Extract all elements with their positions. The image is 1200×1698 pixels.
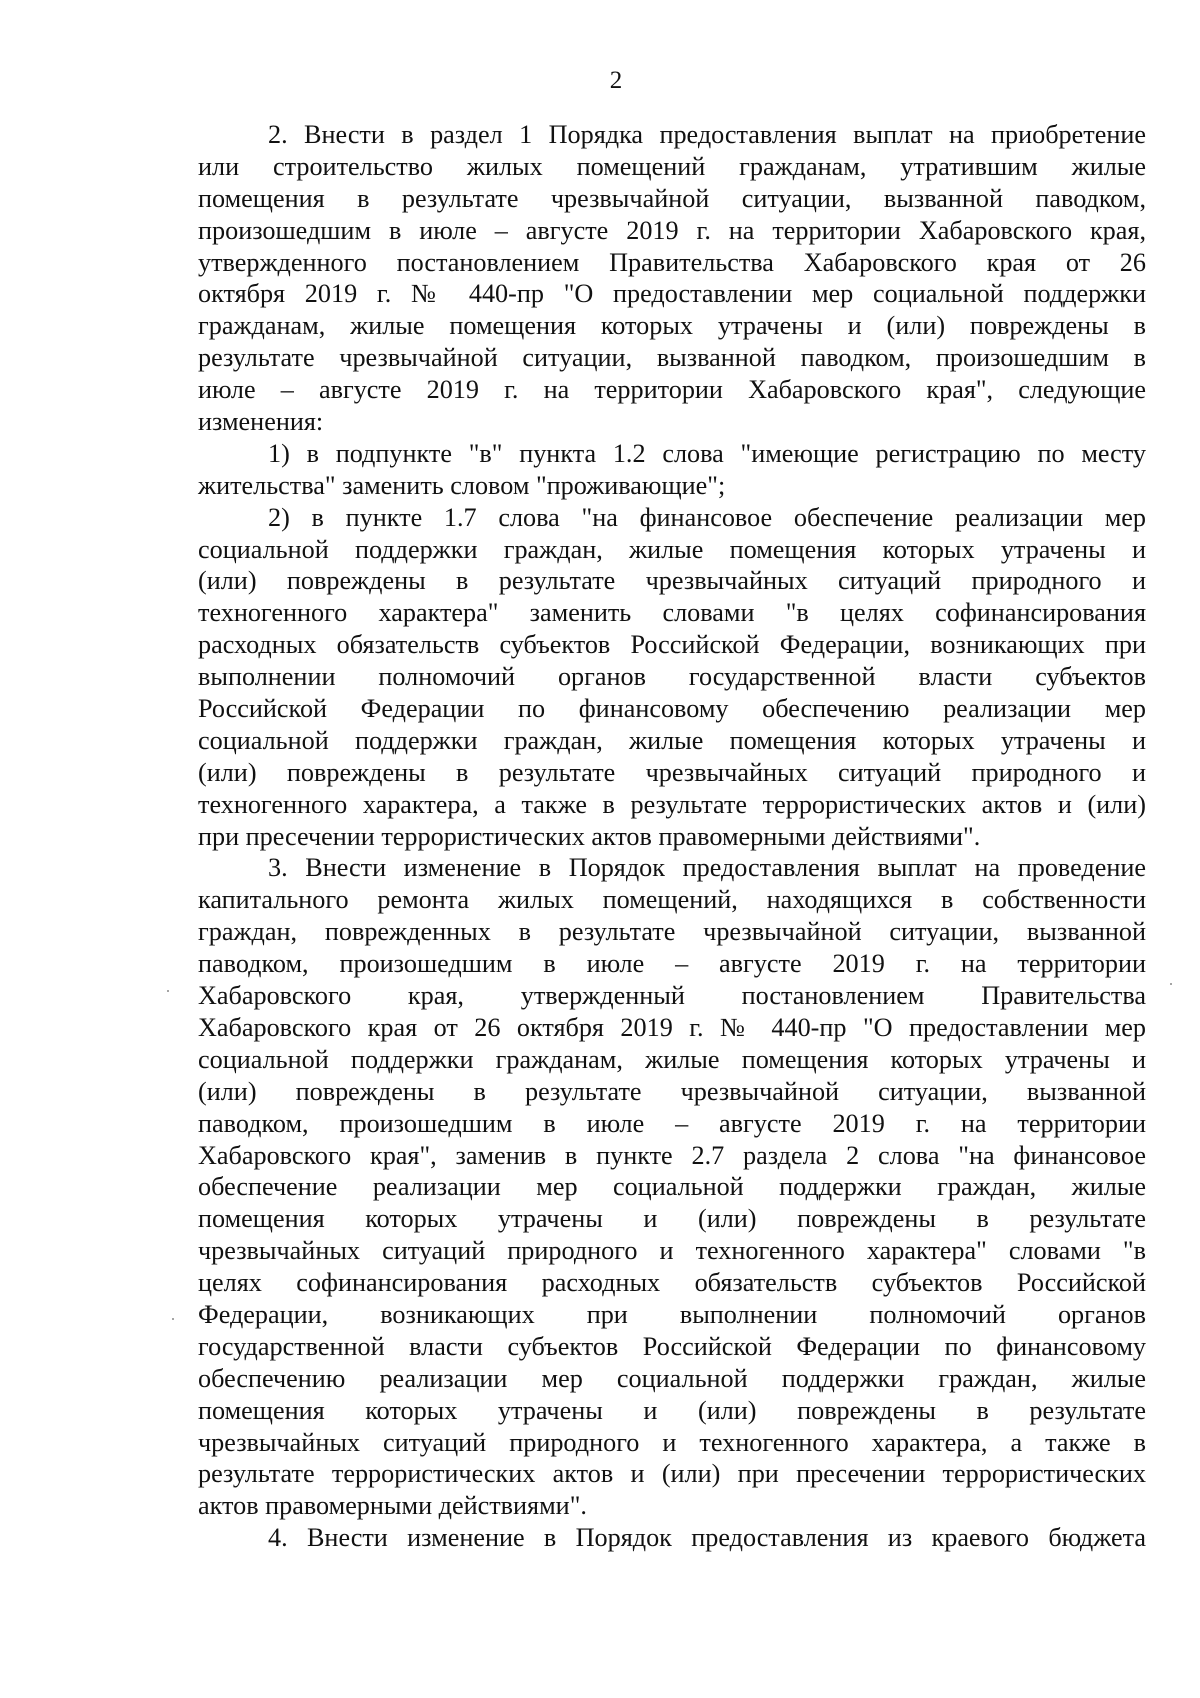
text-line: Российской Федерации по финансовому обеспечению реализации мер bbox=[198, 694, 1146, 724]
text-line: капитального ремонта жилых помещений, находящихся в собственности bbox=[198, 885, 1146, 915]
text-line: 2. Внести в раздел 1 Порядка предоставления выплат на приобретение bbox=[268, 120, 1146, 149]
document-body bbox=[198, 119, 1146, 1554]
text-line: произошедшим в июле – августе 2019 г. на территории Хабаровского края, bbox=[198, 215, 1146, 245]
text-line: (или) повреждены в результате чрезвычайных ситуаций природного и bbox=[198, 566, 1146, 596]
text-line: жительства" заменить словом "проживающие"; bbox=[198, 470, 726, 500]
text-line: помещения в результате чрезвычайной ситуации, вызванной паводком, bbox=[198, 183, 1146, 213]
text-line: результате террористических актов и (или) при пресечении террористических bbox=[198, 1459, 1146, 1489]
text-line: июле – августе 2019 г. на территории Хабаровского края", следующие bbox=[198, 375, 1146, 405]
text-line: обеспечение реализации мер социальной поддержки граждан, жилые bbox=[198, 1172, 1146, 1202]
text-line: чрезвычайных ситуаций природного и техногенного характера" словами "в bbox=[198, 1236, 1146, 1266]
text-line: граждан, поврежденных в результате чрезвычайной ситуации, вызванной bbox=[198, 917, 1146, 947]
text-line: результате чрезвычайной ситуации, вызванной паводком, произошедшим в bbox=[198, 343, 1146, 373]
text-line: выполнении полномочий органов государственной власти субъектов bbox=[198, 662, 1146, 692]
text-line: государственной власти субъектов Российской Федерации по финансовому bbox=[198, 1331, 1146, 1361]
page-number: 2 bbox=[609, 67, 623, 94]
scan-speck bbox=[1170, 983, 1172, 985]
text-line: чрезвычайных ситуаций природного и техногенного характера, а также в bbox=[198, 1427, 1146, 1457]
scan-speck bbox=[167, 990, 169, 992]
text-line: целях софинансирования расходных обязательств субъектов Российской bbox=[198, 1268, 1146, 1298]
text-line: расходных обязательств субъектов Российской Федерации, возникающих при bbox=[198, 630, 1146, 660]
text-line: утвержденного постановлением Правительства Хабаровского края от 26 bbox=[198, 247, 1146, 277]
text-line: Хабаровского края, утвержденный постановлением Правительства bbox=[198, 981, 1146, 1011]
text-line: помещения которых утрачены и (или) повреждены в результате bbox=[198, 1395, 1146, 1425]
text-line: социальной поддержки граждан, жилые помещения которых утрачены и bbox=[198, 534, 1146, 564]
text-line: (или) повреждены в результате чрезвычайных ситуаций природного и bbox=[198, 757, 1146, 787]
text-line: помещения которых утрачены и (или) повреждены в результате bbox=[198, 1204, 1146, 1234]
text-line: гражданам, жилые помещения которых утрачены и (или) повреждены в bbox=[198, 311, 1146, 341]
text-line: 1) в подпункте "в" пункта 1.2 слова "имеющие регистрацию по месту bbox=[268, 438, 1146, 468]
scan-speck bbox=[172, 1318, 174, 1320]
text-line: изменения: bbox=[198, 407, 324, 437]
text-line: Хабаровского края от 26 октября 2019 г. № 440-пр "О предоставлении мер bbox=[198, 1012, 1146, 1042]
text-line: Хабаровского края", заменив в пункте 2.7 раздела 2 слова "на финансовое bbox=[198, 1140, 1146, 1170]
text-line: 2) в пункте 1.7 слова "на финансовое обеспечение реализации мер bbox=[268, 502, 1146, 532]
text-line: 3. Внести изменение в Порядок предоставления выплат на проведение bbox=[268, 853, 1146, 883]
text-line: или строительство жилых помещений гражданам, утратившим жилые bbox=[198, 151, 1146, 181]
text-line: техногенного характера" заменить словами "в целях софинансирования bbox=[198, 598, 1146, 628]
text-line: паводком, произошедшим в июле – августе 2019 г. на территории bbox=[198, 949, 1146, 979]
text-line: (или) повреждены в результате чрезвычайной ситуации, вызванной bbox=[198, 1076, 1146, 1106]
text-line: Федерации, возникающих при выполнении полномочий органов bbox=[198, 1299, 1146, 1329]
text-line: при пресечении террористических актов правомерными действиями". bbox=[198, 821, 981, 851]
text-line: паводком, произошедшим в июле – августе 2019 г. на территории bbox=[198, 1108, 1146, 1138]
text-line: техногенного характера, а также в результате террористических актов и (или) bbox=[198, 789, 1146, 819]
text-line: октября 2019 г. № 440-пр "О предоставлении мер социальной поддержки bbox=[198, 279, 1146, 309]
text-line: обеспечению реализации мер социальной поддержки граждан, жилые bbox=[198, 1363, 1146, 1393]
text-line: актов правомерными действиями". bbox=[198, 1491, 587, 1521]
text-line: социальной поддержки граждан, жилые помещения которых утрачены и bbox=[198, 725, 1146, 755]
text-line: 4. Внести изменение в Порядок предоставления из краевого бюджета bbox=[268, 1523, 1146, 1553]
text-line: социальной поддержки гражданам, жилые помещения которых утрачены и bbox=[198, 1044, 1146, 1074]
